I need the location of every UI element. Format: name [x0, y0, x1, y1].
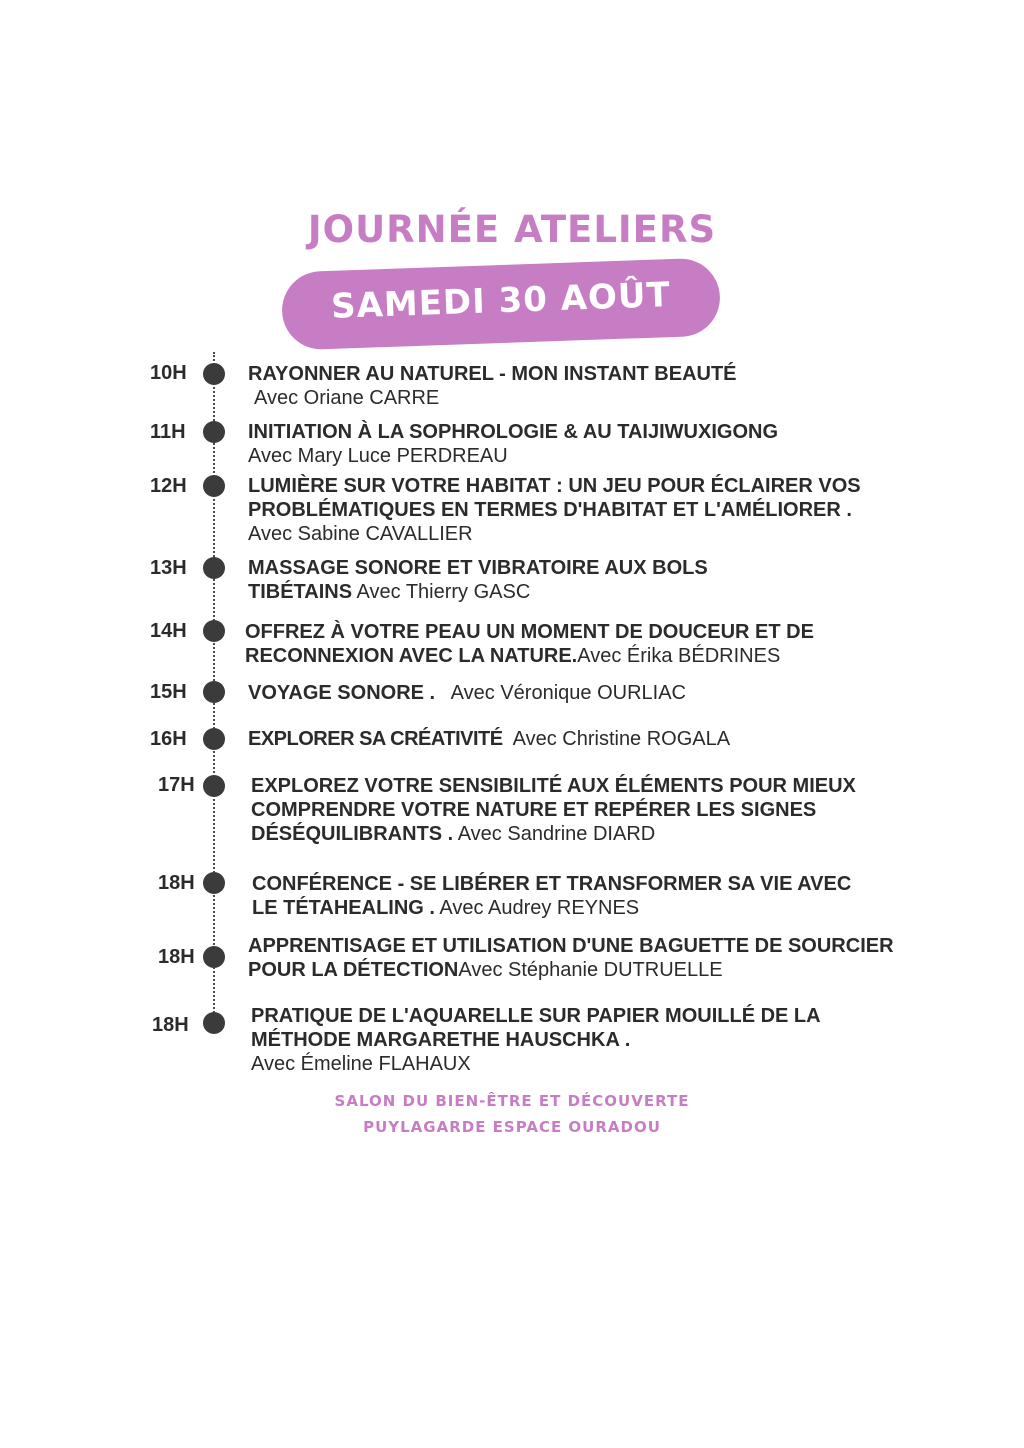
workshop-title: CONFÉRENCE - SE LIBÉRER ET TRANSFORMER SA VIE AVEC LE TÉTAHEALING . [252, 873, 852, 919]
date-label: SAMEDI 30 AOÛT [330, 275, 672, 327]
workshop-animator: Avec Émeline FLAHAUX [251, 1053, 471, 1075]
footer-event-name: SALON DU BIEN-ÊTRE ET DÉCOUVERTE [334, 1092, 690, 1110]
hour-label: 14H [150, 620, 187, 642]
workshop-animator: Avec Véronique OURLIAC [450, 682, 686, 704]
timeline-dot-icon [203, 872, 225, 894]
hour-label: 10H [150, 362, 187, 384]
hour-label: 18H [152, 1014, 189, 1036]
schedule-item [252, 872, 862, 920]
hour-label: 18H [158, 946, 195, 968]
hour-label: 15H [150, 681, 187, 703]
hour-label: 17H [158, 774, 195, 796]
timeline-dot-icon [203, 557, 225, 579]
hour-label: 11H [150, 421, 186, 443]
workshop-animator: Avec Audrey REYNES [439, 897, 640, 919]
schedule-item [248, 934, 928, 982]
schedule-item [251, 774, 871, 846]
workshop-title: EXPLOREZ VOTRE SENSIBILITÉ AUX ÉLÉMENTS POUR MIEUX COMPRENDRE VOTRE NATURE ET REPÉRER LES SIGNES DÉSÉQUILIBRANTS . [251, 775, 856, 845]
workshop-animator: Avec Christine ROGALA [512, 728, 731, 750]
workshop-animator: Avec Stéphanie DUTRUELLE [458, 959, 723, 981]
workshop-title: RAYONNER AU NATUREL - MON INSTANT BEAUTÉ [248, 363, 737, 385]
workshop-animator: Avec Sabine CAVALLIER [248, 523, 473, 545]
timeline-dot-icon [203, 421, 225, 443]
hour-label: 13H [150, 557, 187, 579]
workshop-title: EXPLORER SA CRÉATIVITÉ [248, 728, 503, 750]
workshop-title: PRATIQUE DE L'AQUARELLE SUR PAPIER MOUILLÉ DE LA MÉTHODE MARGARETHE HAUSCHKA . [251, 1005, 820, 1051]
workshop-animator: Avec Érika BÉDRINES [577, 645, 781, 667]
schedule-item [251, 1004, 891, 1076]
workshop-title: LUMIÈRE SUR VOTRE HABITAT : UN JEU POUR ÉCLAIRER VOS PROBLÉMATIQUES EN TERMES D'HABITAT ET L'AMÉLIORER . [248, 475, 861, 521]
timeline-dot-icon [203, 475, 225, 497]
workshop-title: APPRENTISAGE ET UTILISATION D'UNE BAGUETTE DE SOURCIER POUR LA DÉTECTION [248, 935, 894, 981]
workshop-title: VOYAGE SONORE . [248, 682, 436, 704]
timeline-dot-icon [203, 681, 225, 703]
footer-venue: PUYLAGARDE ESPACE OURADOU [363, 1118, 661, 1136]
workshop-animator: Avec Sandrine DIARD [457, 823, 656, 845]
timeline-dot-icon [203, 1012, 225, 1034]
workshop-animator: Avec Thierry GASC [356, 581, 531, 603]
workshop-animator: Avec Mary Luce PERDREAU [248, 445, 508, 467]
workshop-title: OFFREZ À VOTRE PEAU UN MOMENT DE DOUCEUR ET DE RECONNEXION AVEC LA NATURE. [245, 621, 814, 667]
hour-label: 12H [150, 475, 187, 497]
timeline-dot-icon [203, 946, 225, 968]
schedule-item [248, 727, 918, 751]
timeline-dot-icon [203, 775, 225, 797]
timeline-dot-icon [203, 363, 225, 385]
schedule-item [248, 362, 918, 410]
workshop-title: INITIATION À LA SOPHROLOGIE & AU TAIJIWUXIGONG [248, 421, 778, 443]
timeline-dot-icon [203, 728, 225, 750]
schedule-item [248, 474, 888, 546]
schedule-item [248, 556, 788, 604]
workshop-title: MASSAGE SONORE ET VIBRATOIRE AUX BOLS TIBÉTAINS [248, 557, 708, 603]
workshop-animator: Avec Oriane CARRE [254, 387, 440, 409]
date-badge [281, 257, 721, 350]
page-title: JOURNÉE ATELIERS [307, 208, 717, 251]
hour-label: 18H [158, 872, 195, 894]
hour-label: 16H [150, 728, 187, 750]
schedule-item [248, 681, 918, 705]
schedule-item [248, 420, 918, 468]
schedule-item [245, 620, 885, 668]
timeline-dot-icon [203, 620, 225, 642]
